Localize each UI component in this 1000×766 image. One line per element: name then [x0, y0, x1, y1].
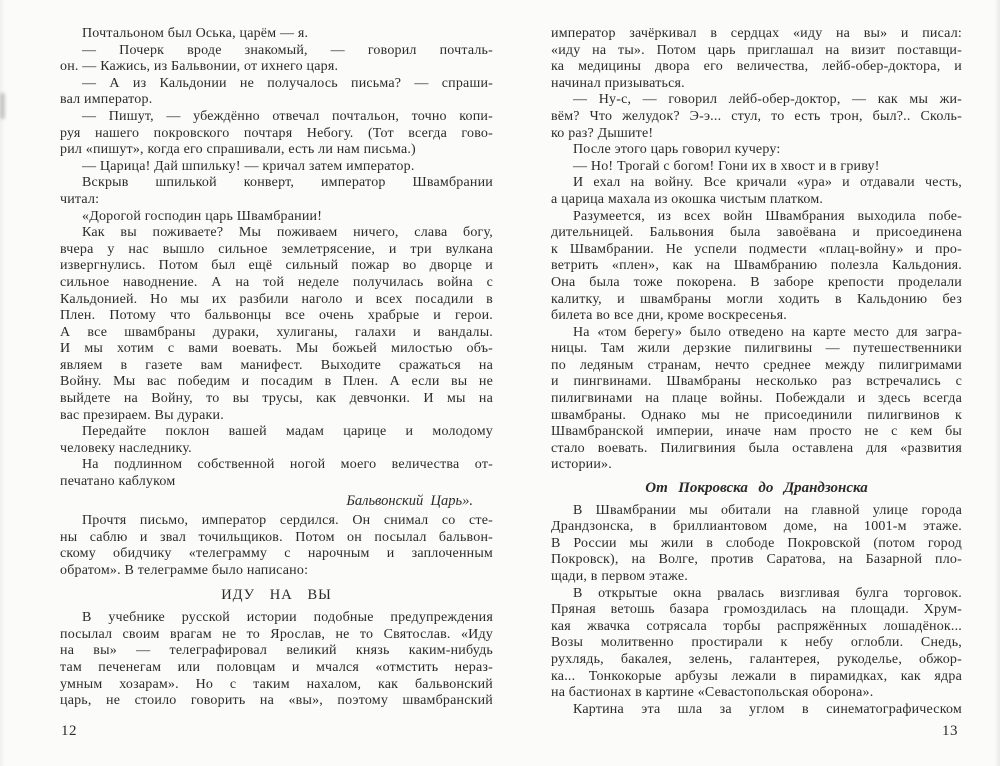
- text-line: вём? Что желудок? Э-э... стул, то есть трон, был?.. Сколь-: [551, 108, 962, 124]
- paragraph: [551, 503, 962, 586]
- text-line: печатано каблуком: [60, 474, 176, 490]
- text-line: Драндзонска, в бриллиантовом доме, на 1001-м этаже.: [551, 519, 962, 535]
- text-line: скому обидчику «телеграмму с нарочным и заплоченным: [60, 546, 493, 562]
- text-line: и пингвинами. Швамбраны несколько раз встречались с: [551, 374, 962, 390]
- text-line: И мы хотим с вами воевать. Мы божьей милостью объ-: [60, 341, 493, 357]
- page-right: [500, 0, 1000, 766]
- paragraph: [60, 76, 493, 109]
- paragraph: [551, 702, 962, 719]
- text-line: руя нашего покровского почтаря Небогу. (Тот всегда гово-: [60, 125, 493, 141]
- text-line: Она была тоже покорена. В заборе крепости проделали: [551, 274, 962, 290]
- text-line: он. — Кажись, из Бальвонии, от ихнего царя.: [60, 59, 339, 75]
- text-line: Картина эта шла за углом в синематографическом: [573, 701, 962, 717]
- page-left-content: [60, 26, 493, 710]
- paragraph: [60, 225, 493, 424]
- text-line: «иду на ты». Потом царь приглашал на визит поставщи-: [551, 42, 962, 58]
- paragraph: [551, 586, 962, 702]
- text-line: Передайте поклон вашей мадам царице и молодому: [82, 424, 493, 440]
- paragraph: [60, 457, 493, 490]
- paragraph: [551, 175, 962, 208]
- text-line: пилигвинами на плаце войны. Побеждали и здесь всегда: [551, 391, 962, 407]
- text-line: ка медицины двора его величества, лейб-обер-доктора, и: [551, 59, 962, 75]
- text-line: ка... Тонкокорые арбузы лежали в пирамидках, как ядра: [551, 668, 962, 684]
- text-line: «Дорогой господин царь Швамбрании!: [82, 208, 323, 224]
- text-line: умным хозарам». Но с таким нахалом, как бальвонский: [60, 676, 493, 692]
- text-line: выйдете на Войну, то вы трусы, как девчонки. И мы на: [60, 391, 493, 407]
- text-line: дительницей. Бальвония была завоёвана и присоединена: [551, 225, 962, 241]
- text-line: читал:: [60, 191, 100, 207]
- text-line: царь, не стоило говорить на «вы», поэтому швамбранский: [60, 693, 493, 709]
- text-line: В учебнике русской истории подобные предупреждения: [82, 610, 493, 626]
- text-line: И ехал на войну. Все кричали «ура» и отдавали честь,: [573, 175, 962, 191]
- page-number-left: 12: [61, 723, 77, 739]
- paragraph: [60, 513, 493, 579]
- text-line: швамбраны. Однако мы не присоединили пилигвинов к: [551, 407, 962, 423]
- text-line: Швамбранской империи, иначе нам просто не с кем бы: [551, 424, 962, 440]
- text-line: вас презираем. Вы дураки.: [60, 407, 224, 423]
- paragraph: [60, 109, 493, 159]
- text-line: там печенегам или половцам и мчался «отмстить нераз-: [60, 659, 493, 675]
- paragraph: [551, 26, 962, 92]
- text-line: вал император.: [60, 92, 153, 108]
- paragraph: [551, 159, 962, 176]
- text-line: вчера у нас вышло сильное землетрясение, и три вулкана: [60, 241, 493, 257]
- text-line: начинал призываться.: [551, 75, 685, 91]
- text-line: В открытые окна рвалась визгливая булга торговок.: [573, 585, 962, 601]
- text-line: — А из Кальдонии не получалось письма? — спраши-: [82, 75, 493, 91]
- text-line: Пряная ветошь базара громоздилась на площади. Хрум-: [551, 602, 962, 618]
- text-line: являем в газете вам манифест. Выходите сражаться на: [60, 357, 493, 373]
- text-line: Почтальоном был Оська, царём — я.: [82, 26, 309, 41]
- paragraph: [60, 26, 493, 43]
- text-line: На «том берегу» было отведено на карте место для загра-: [573, 324, 962, 340]
- text-line: на вы» — телеграфировал великий князь каким-нибудь: [60, 643, 493, 659]
- text-line: щади, в первом этаже.: [551, 569, 688, 584]
- text-line: А все швамбраны дураки, хулиганы, галахи и вандалы.: [60, 324, 493, 340]
- text-line: — Ну-с, — говорил лейб-обер-доктор, — как мы жи-: [573, 92, 962, 108]
- text-line: Разумеется, из всех войн Швамбрания выходила побе-: [573, 208, 962, 224]
- text-line: император зачёркивал в сердцах «иду на вы» и писал:: [551, 26, 962, 41]
- chapter-heading: От Покровска до Драндзонска: [645, 480, 868, 497]
- text-line: извергнулись. Потом был ещё сильный пожар во дворце и: [60, 258, 493, 274]
- text-line: В Швамбрании мы обитали на главной улице города: [573, 502, 962, 518]
- text-line: После этого царь говорил кучеру:: [573, 142, 781, 158]
- paragraph: [60, 43, 493, 76]
- text-line: кая жвачка сотрясала торбы распряжённых лошадёнок...: [551, 618, 962, 634]
- paragraph: [60, 610, 493, 710]
- paragraph: [551, 142, 962, 159]
- paragraph: [60, 424, 493, 457]
- page-right-content: [551, 26, 962, 718]
- text-line: На подлинном собственной ногой моего величества от-: [82, 457, 493, 473]
- text-line: — Почерк вроде знакомый, — говорил почталь-: [82, 42, 493, 58]
- paragraph: [551, 209, 962, 325]
- text-line: по ледяным странам, нечто среднее между пилигримами: [551, 357, 962, 373]
- text-line: Как вы поживаете? Мы поживаем ничего, слава богу,: [82, 225, 493, 241]
- text-line: — Пишут, — убеждённо отвечал почтальон, точно копи-: [82, 108, 493, 124]
- text-line: — Царица! Дай шпильку! — кричал затем император.: [82, 158, 415, 174]
- paragraph: [60, 175, 493, 208]
- text-line: ветрить «плен», как на Швамбранию полезла Кальдония.: [551, 258, 962, 274]
- text-line: Возы молитвенно простирали к небу оглобли. Снедь,: [551, 635, 962, 651]
- text-line: а царица махала из окошка чистым платком.: [551, 191, 824, 207]
- text-line: Вскрыв шпилькой конверт, император Швамбрании: [82, 175, 493, 191]
- telegram-heading: ИДУ НА ВЫ: [221, 586, 332, 603]
- text-line: сильное наводнение. А на той неделе получилась война с: [60, 274, 493, 290]
- text-line: на бастионах в картине «Севастопольская оборона».: [551, 685, 874, 701]
- paragraph: [551, 325, 962, 474]
- text-line: Войну. Мы вас победим и посадим в Плен. А если вы не: [60, 374, 493, 390]
- paragraph: [551, 92, 962, 142]
- text-line: Плен. Потому что бальвонцы все очень храбрые и герои.: [60, 308, 493, 324]
- text-line: к Швамбрании. Не успели подмести «плац-войну» и про-: [551, 241, 962, 257]
- text-line: ны саблю и звал точильщиков. Потом он посылал бальвон-: [60, 529, 493, 545]
- text-line: ницы. Там жили дерзкие пилигвины — путешественники: [551, 341, 962, 357]
- text-line: посылал своим врагам не то Ярослав, не то Святослав. «Иду: [60, 626, 493, 642]
- page-number-right: 13: [942, 723, 958, 739]
- text-line: ко раз? Дышите!: [551, 125, 654, 141]
- text-line: стало воевать. Пилигвиния была оставлена для «развития: [551, 440, 962, 456]
- text-line: В России мы жили в слободе Покровской (потом город: [551, 535, 962, 551]
- letter-signature: Бальвонский Царь».: [346, 492, 473, 509]
- text-line: обратом». В телеграмме было написано:: [60, 563, 309, 578]
- text-line: Прочтя письмо, император сердился. Он снимал со сте-: [82, 513, 493, 529]
- text-line: калитку, и швамбраны могли ходить в Кальдонию без: [551, 291, 962, 307]
- text-line: человеку наследнику.: [60, 440, 192, 456]
- text-line: истории».: [551, 457, 612, 473]
- text-line: рухлядь, бакалея, зелень, галантерея, рукоделье, обжор-: [551, 651, 962, 667]
- paragraph: [60, 209, 493, 226]
- text-line: рил «пишут», когда его спрашивали, есть ли нам письма.): [60, 142, 416, 158]
- text-line: Кальдонией. Но мы их разбили наголо и всех посадили в: [60, 291, 493, 307]
- text-line: Покровск), на Волге, против Саратова, на Базарной пло-: [551, 552, 962, 568]
- text-line: билета во все дни, кроме воскресенья.: [551, 308, 787, 324]
- paragraph: [60, 159, 493, 176]
- text-line: — Но! Трогай с богом! Гони их в хвост и в гриву!: [573, 158, 880, 174]
